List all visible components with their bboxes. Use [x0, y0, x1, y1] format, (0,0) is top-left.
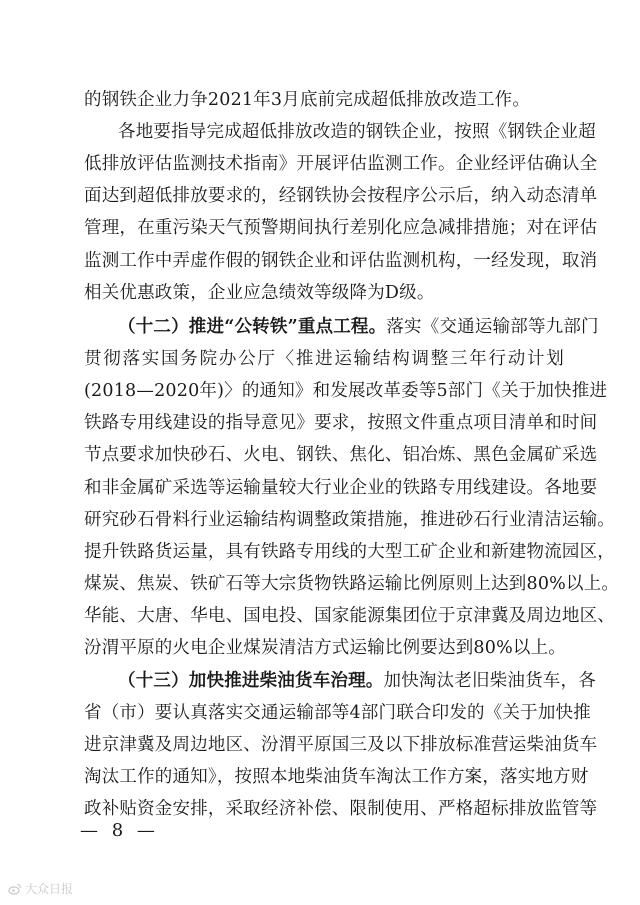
text-line: 淘汰工作的通知》，按照本地柴油货车淘汰工作方案，落实地方财 [84, 767, 589, 787]
text-line: 研究砂石骨料行业运输结构调整政策措施，推进砂石行业清洁运输。 [84, 510, 615, 530]
text-span: 落实《交通运输部等九部门 [386, 317, 599, 337]
text-line: 提升铁路货运量，具有铁路专用线的大型工矿企业和新建物流园区， [84, 542, 615, 562]
text-line: 各地要指导完成超低排放改造的钢铁企业，按照《钢铁企业超 [118, 122, 596, 142]
text-line: 煤炭、焦炭、铁矿石等大宗货物铁路运输比例原则上达到80%以上。 [84, 574, 620, 594]
text-line: 贯彻落实国务院办公厅〈推进运输结构调整三年行动计划 [84, 349, 564, 369]
paragraph-12-first-line [118, 312, 599, 342]
text-line: 的钢铁企业力争2021年3月底前完成超低排放改造工作。 [84, 90, 531, 110]
paragraph-13-first-line [118, 666, 596, 696]
text-line: 节点要求加快砂石、火电、钢铁、焦化、铝冶炼、黑色金属矿采选 [84, 445, 598, 465]
text-line: (2018—2020年)〉的通知》和发展改革委等5部门《关于加快推进 [84, 381, 608, 401]
text-line: 相关优惠政策，企业应急绩效等级降为D级。 [84, 283, 435, 303]
section-heading-13: （十三）加快推进柴油货车治理。 [118, 671, 384, 691]
page-number: — 8 — [80, 820, 159, 841]
weibo-logo-icon [8, 882, 22, 896]
text-line: 进京津冀及周边地区、汾渭平原国三及以下排放标准营运柴油货车 [84, 735, 598, 755]
text-line: 管理，在重污染天气预警期间执行差别化应急减排措施；对在评估 [84, 218, 598, 238]
text-line: 政补贴资金安排，采取经济补偿、限制使用、严格超标排放监管等 [84, 799, 598, 819]
text-line: 和非金属矿采选等运输量较大行业企业的铁路专用线建设。各地要 [84, 478, 598, 498]
watermark-text: 大众日报 [25, 882, 74, 896]
text-line: 面达到超低排放要求的，经钢铁协会按程序公示后，纳入动态清单 [84, 186, 598, 206]
text-line: 华能、大唐、华电、国电投、国家能源集团位于京津冀及周边地区、 [84, 606, 615, 626]
section-heading-12: （十二）推进“公转铁”重点工程。 [118, 317, 387, 337]
text-line: 汾渭平原的火电企业煤炭清洁方式运输比例要达到80%以上。 [84, 638, 566, 658]
text-line: 低排放评估监测技术指南》开展评估监测工作。企业经评估确认全 [84, 154, 598, 174]
text-line: 省（市）要认真落实交通运输部等4部门联合印发的《关于加快推 [84, 703, 591, 723]
watermark [8, 880, 73, 897]
text-line: 监测工作中弄虚作假的钢铁企业和评估监测机构，一经发现，取消 [84, 251, 598, 271]
text-line: 铁路专用线建设的指导意见》要求，按照文件重点项目清单和时间 [84, 413, 598, 433]
text-span: 加快淘汰老旧柴油货车，各 [383, 671, 596, 691]
